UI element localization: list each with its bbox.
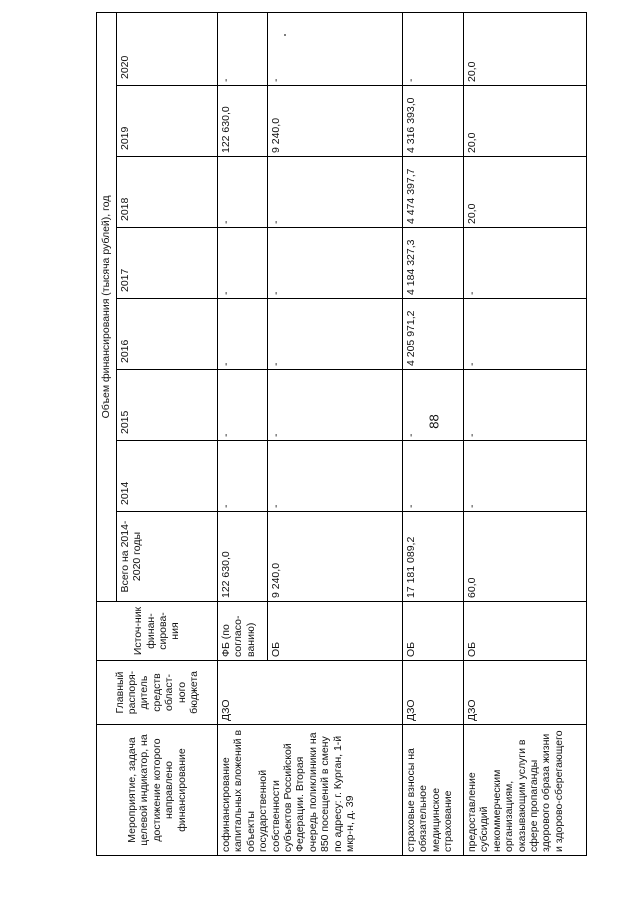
row-value-2016: -	[218, 299, 268, 370]
row-value-2014: -	[218, 441, 268, 512]
header-row-1	[97, 12, 117, 855]
row-value-2018: -	[267, 157, 402, 228]
header-year-2019: 2019	[117, 86, 218, 157]
header-year-2016: 2016	[117, 299, 218, 370]
row-value-2017: -	[464, 228, 587, 299]
row-value-2015: -	[403, 370, 464, 441]
row-total: 122 630,0	[218, 512, 268, 602]
row-value-2020: -	[267, 12, 402, 85]
header-year-2014: 2014	[117, 441, 218, 512]
row-value-2018: -	[218, 157, 268, 228]
row-manager: ДЗО	[218, 661, 403, 725]
row-measure: софинансирование капитальных вложений в объекты государственной собственности субъектов Российской Федерации. Вторая очередь поликлиники на 850 посещений в смену по адресу: г. Курган, 1-й мкр-н, д. 39	[218, 725, 403, 856]
row-value-2014: -	[403, 441, 464, 512]
row-value-2016: -	[267, 299, 402, 370]
row-value-2019: 122 630,0	[218, 86, 268, 157]
row-manager: ДЗО	[403, 661, 464, 725]
row-value-2014: -	[464, 441, 587, 512]
page-number: 88	[426, 414, 442, 429]
header-source: Источ-ник финан-сирова-ния	[97, 602, 218, 661]
row-measure: предоставление субсидий некоммерческим организациям, оказывающим услуги в сфере пропаганды здорового образа жизни и здорово-сберегающего	[464, 725, 587, 856]
row-source: ОБ	[267, 602, 402, 661]
row-total: 9 240,0	[267, 512, 402, 602]
row-value-2015: -	[267, 370, 402, 441]
row-source: ФБ (по согласо-ванию)	[218, 602, 268, 661]
header-funding-group: Объем финансирования (тысяча рублей), год	[97, 12, 117, 601]
row-value-2017: 4 184 327,3	[403, 228, 464, 299]
header-year-2015: 2015	[117, 370, 218, 441]
row-value-2019: 4 316 393,0	[403, 86, 464, 157]
row-value-2020: -	[218, 12, 268, 85]
table-row	[218, 12, 268, 855]
header-year-2018: 2018	[117, 157, 218, 228]
row-source: ОБ	[403, 602, 464, 661]
rotated-table-area	[96, 13, 565, 856]
row-value-2014: -	[267, 441, 402, 512]
header-year-2017: 2017	[117, 228, 218, 299]
row-value-2015: -	[218, 370, 268, 441]
header-manager: Главный распоря-дитель средств област-ного бюджета	[97, 661, 218, 725]
row-value-2020: 20,0	[464, 12, 587, 85]
row-source: ОБ	[464, 602, 587, 661]
row-value-2020: -	[403, 12, 464, 85]
row-value-2016: 4 205 971,2	[403, 299, 464, 370]
row-manager: ДЗО	[464, 661, 587, 725]
header-measure: Мероприятие, задача целевой индикатор, на достижение которого направлено финансирование	[97, 725, 218, 856]
table-row	[464, 12, 587, 855]
row-total: 60,0	[464, 512, 587, 602]
row-value-2017: -	[267, 228, 402, 299]
row-value-2015: -	[464, 370, 587, 441]
row-value-2019: 9 240,0	[267, 86, 402, 157]
row-value-2018: 20,0	[464, 157, 587, 228]
financing-table	[96, 12, 587, 856]
row-value-2019: 20,0	[464, 86, 587, 157]
row-value-2018: 4 474 397,7	[403, 157, 464, 228]
row-value-2017: -	[218, 228, 268, 299]
row-total: 17 181 089,2	[403, 512, 464, 602]
header-year-2020: 2020	[117, 12, 218, 85]
header-total: Всего на 2014-2020 годы	[117, 512, 218, 602]
table-row	[403, 12, 464, 855]
row-measure: страховые взносы на обязательное медицинское страхование	[403, 725, 464, 856]
row-value-2016: -	[464, 299, 587, 370]
